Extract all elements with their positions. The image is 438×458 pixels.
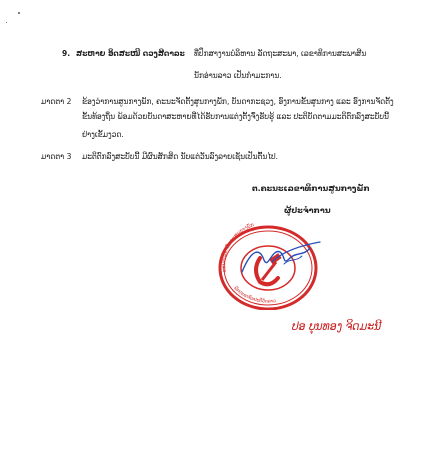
official-seal (212, 218, 328, 310)
signer-name: ປອ ບຸນທອງ ຈິດມະນີ (292, 320, 382, 333)
signatory-committee: ຕ.ຄະນະເລຂາທິການສູນກາງພັກ (252, 184, 370, 193)
clause-duty-line-2: ນັກອ່ານລາວ ເປັນກຳມະການ. (194, 71, 282, 80)
page-speck (18, 12, 20, 14)
clause-number: 9. (62, 49, 71, 58)
page-speck (6, 22, 7, 23)
article-2-line-3: ຢ່າງເຂັ້ມງວດ. (82, 130, 124, 139)
article-2-label: ມາດຕາ 2 (41, 97, 72, 106)
clause-duty-line-1: ທີ່ປຶກສາງານບໍລິຫານ ລັດຖະສະພາ, ເລຂາທິການສະພາສີນ (194, 49, 367, 58)
article-2-line-2: ຂັ້ນທ້ອງຖິ່ນ ພ້ອມດ້ວຍບັນດາສະຫາຍທີ່ໄດ້ຮັບການແຕ່ງຕັ້ງຈົ່ງຮັບຮູ້ ແລະ ປະຕິບັດຕາມມະຕິຕົກລົງສະບັບນີ້ (82, 112, 389, 121)
article-2-line-1: ຂ້ອງວ່າການສູນກາງພັກ, ຄະນະຈັດຕັ້ງສູນກາງພັກ, ບັນດາກະຊວງ, ອົງການຂັ້ນສູນກາງ ແລະ ອົງການຈັດຕັ້ງ (82, 97, 394, 106)
seal-inner-text: ພັກປະຊາຊົນປະຕິວັດລາວ (232, 285, 277, 305)
signatory-position: ຜູ້ປະຈໍາການ (284, 206, 331, 215)
article-3-line-1: ມະຕິຕົກລົງສະບັບນີ້ ມີຜົນສັກສິດ ນັບແຕ່ວັນລົງລາຍເຊັນເປັນຕົ້ນໄປ. (82, 152, 279, 161)
seal-outer-text: ຄະນະເລຂາທິການສູນກາງພັກ (221, 222, 255, 273)
article-3-label: ມາດຕາ 3 (41, 152, 72, 161)
clause-member-name: ສະຫາຍ ອິດສະໜີ ດວງສີດາລະ (76, 49, 185, 58)
